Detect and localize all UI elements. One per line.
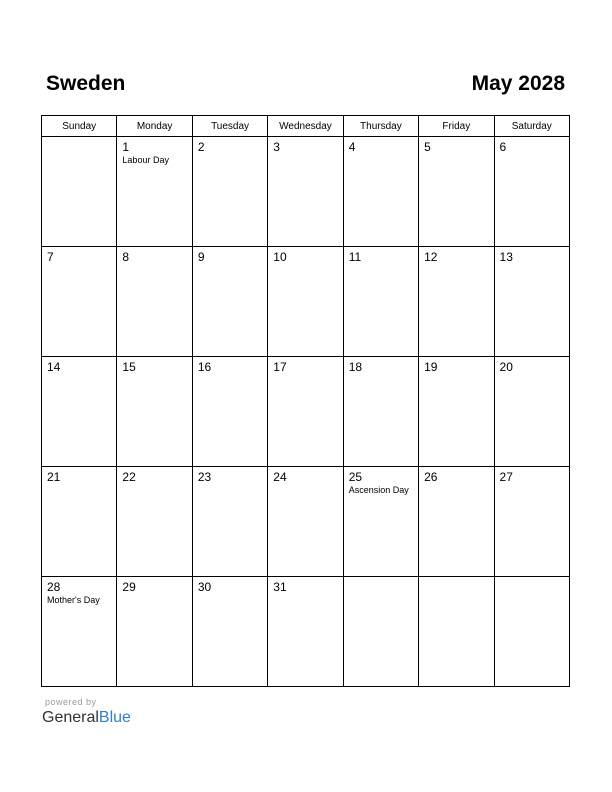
day-cell-content bbox=[419, 467, 493, 484]
day-number: 22 bbox=[122, 470, 136, 484]
day-cell-content bbox=[344, 467, 418, 497]
day-cell bbox=[192, 137, 267, 247]
day-cell bbox=[343, 137, 418, 247]
weekday-header-row bbox=[42, 116, 570, 137]
day-cell bbox=[42, 137, 117, 247]
day-number: 8 bbox=[122, 250, 130, 264]
day-cell-content bbox=[419, 137, 493, 154]
day-cell bbox=[192, 467, 267, 577]
day-cell bbox=[117, 247, 192, 357]
day-cell bbox=[494, 137, 569, 247]
country-title: Sweden bbox=[46, 72, 126, 95]
logo-general-text: General bbox=[42, 709, 99, 726]
day-cell-content bbox=[42, 247, 116, 264]
day-cell-content bbox=[117, 247, 191, 264]
day-number: 21 bbox=[47, 470, 61, 484]
day-number: 12 bbox=[424, 250, 438, 264]
day-cell bbox=[494, 247, 569, 357]
weekday-header-friday: Friday bbox=[419, 116, 494, 137]
day-number: 24 bbox=[273, 470, 287, 484]
day-cell bbox=[117, 467, 192, 577]
day-cell-content bbox=[42, 577, 116, 607]
week-row bbox=[42, 357, 570, 467]
day-number: 5 bbox=[424, 140, 431, 154]
logo-blue-text: Blue bbox=[98, 709, 131, 726]
week-row bbox=[42, 137, 570, 247]
day-cell-content bbox=[268, 357, 342, 374]
day-cell-content bbox=[193, 137, 267, 154]
day-cell-content bbox=[42, 357, 116, 374]
day-cell bbox=[192, 357, 267, 467]
day-cell bbox=[494, 577, 569, 687]
week-row bbox=[42, 467, 570, 577]
day-cell bbox=[117, 577, 192, 687]
day-cell bbox=[419, 247, 494, 357]
day-cell-content bbox=[193, 357, 267, 374]
day-cell-content bbox=[419, 247, 493, 264]
powered-by-text: powered by bbox=[45, 697, 97, 707]
day-cell bbox=[268, 467, 343, 577]
day-number: 15 bbox=[122, 360, 136, 374]
day-number: 26 bbox=[424, 470, 438, 484]
day-cell-content bbox=[344, 357, 418, 374]
day-cell-content bbox=[268, 247, 342, 264]
day-cell bbox=[494, 467, 569, 577]
day-cell bbox=[419, 467, 494, 577]
day-cell-content bbox=[268, 467, 342, 484]
generalblue-logo bbox=[42, 709, 131, 727]
day-cell-content bbox=[495, 137, 569, 154]
day-cell-content bbox=[344, 137, 418, 154]
day-number: 30 bbox=[197, 580, 212, 594]
day-cell bbox=[268, 357, 343, 467]
day-cell-content bbox=[117, 137, 191, 167]
day-cell-content bbox=[495, 357, 569, 374]
day-cell-content bbox=[42, 137, 116, 140]
day-number: 31 bbox=[273, 580, 287, 594]
day-cell bbox=[343, 467, 418, 577]
day-number: 13 bbox=[499, 250, 513, 264]
day-cell bbox=[42, 357, 117, 467]
day-cell-content bbox=[268, 577, 342, 594]
day-number: 25 bbox=[348, 470, 363, 484]
holiday-label: Labour Day bbox=[122, 155, 169, 165]
day-cell-content bbox=[344, 247, 418, 264]
week-row bbox=[42, 247, 570, 357]
calendar-grid bbox=[41, 115, 570, 687]
day-number: 17 bbox=[273, 360, 287, 374]
day-cell-content bbox=[117, 357, 191, 374]
day-number: 2 bbox=[197, 140, 205, 154]
day-cell bbox=[343, 357, 418, 467]
day-cell-content bbox=[495, 577, 569, 580]
day-cell-content bbox=[42, 467, 116, 484]
day-number: 28 bbox=[47, 580, 61, 594]
day-cell-content bbox=[117, 577, 191, 594]
day-cell bbox=[268, 247, 343, 357]
day-number: 18 bbox=[348, 360, 363, 374]
day-number: 19 bbox=[424, 360, 438, 374]
day-number: 7 bbox=[47, 250, 54, 264]
day-cell-content bbox=[193, 247, 267, 264]
day-number: 14 bbox=[47, 360, 61, 374]
day-number: 20 bbox=[499, 360, 513, 374]
day-cell bbox=[343, 577, 418, 687]
day-cell-content bbox=[268, 137, 342, 154]
day-cell-content bbox=[193, 577, 267, 594]
day-cell bbox=[192, 577, 267, 687]
day-cell-content bbox=[117, 467, 191, 484]
day-cell-content bbox=[419, 577, 493, 580]
weekday-header-monday: Monday bbox=[117, 116, 192, 137]
day-cell-content bbox=[495, 467, 569, 484]
day-cell bbox=[268, 577, 343, 687]
week-row bbox=[42, 577, 570, 687]
day-cell bbox=[268, 137, 343, 247]
day-cell bbox=[117, 357, 192, 467]
holiday-label: Ascension Day bbox=[348, 485, 409, 495]
day-cell-content bbox=[495, 247, 569, 264]
day-number: 23 bbox=[197, 470, 212, 484]
day-cell bbox=[42, 467, 117, 577]
weekday-header-thursday: Thursday bbox=[343, 116, 418, 137]
day-number: 29 bbox=[122, 580, 136, 594]
weekday-header-wednesday: Wednesday bbox=[268, 116, 343, 137]
day-cell bbox=[343, 247, 418, 357]
day-cell bbox=[494, 357, 569, 467]
day-number: 4 bbox=[348, 140, 356, 154]
day-number: 27 bbox=[499, 470, 513, 484]
day-cell bbox=[192, 247, 267, 357]
day-number: 10 bbox=[273, 250, 287, 264]
day-cell bbox=[419, 577, 494, 687]
day-number: 16 bbox=[197, 360, 212, 374]
day-cell bbox=[419, 357, 494, 467]
day-cell bbox=[42, 577, 117, 687]
weekday-header-sunday: Sunday bbox=[42, 116, 117, 137]
holiday-label: Mother's Day bbox=[47, 595, 100, 605]
day-cell bbox=[42, 247, 117, 357]
day-cell-content bbox=[419, 357, 493, 374]
day-number: 3 bbox=[273, 140, 280, 154]
month-year-title: May 2028 bbox=[471, 72, 565, 95]
day-cell-content bbox=[344, 577, 418, 580]
day-number: 11 bbox=[348, 250, 362, 264]
day-cell bbox=[117, 137, 192, 247]
day-number: 6 bbox=[499, 140, 507, 154]
weekday-header-tuesday: Tuesday bbox=[192, 116, 267, 137]
day-number: 9 bbox=[197, 250, 205, 264]
weekday-header-saturday: Saturday bbox=[494, 116, 569, 137]
day-cell-content bbox=[193, 467, 267, 484]
day-number: 1 bbox=[122, 140, 130, 154]
day-cell bbox=[419, 137, 494, 247]
